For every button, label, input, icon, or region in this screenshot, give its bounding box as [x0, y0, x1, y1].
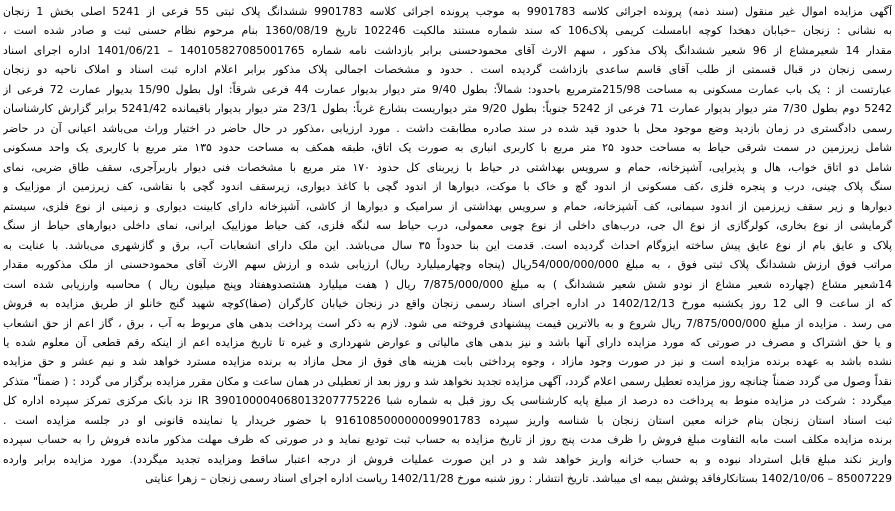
notice-line-16: که از ساعت 9 الی 12 روز یکشنبه مورخ 1402/12/13 در اداره اجرای اسناد رسمی زنجان واقع در زنجان خیابان کارگران (صفا)کوچه شهید گنج خانلو از طریق مزایده به فروش — [3, 297, 892, 311]
notice-line-22: ثبت اسناد استان زنجان بنام خزانه معین استان زنجان با شناسه واریز سپرده 916108500000009901783 با حضور خریدار یا نماینده قانونی او در جلسه مزایده است . — [3, 413, 892, 427]
notice-line-21: میگردد : شرکت در مزایده منوط به پرداخت ده درصد از مبلغ پایه کارشناسی یک روز قبل به شماره شبا IR 390100004068013207775226 نزد بانک مرکزی تمرکز سپرده اداره کل — [3, 394, 892, 408]
notice-line-24: واریز نکند مبلغ قابل استرداد نبوده و به حساب خزانه واریز خواهد شد و در این صورت عملیات فروش از درجه اعتبار ساقط ومزایده تجدید میگردد). مورد مزایده برابر وارده — [3, 452, 892, 466]
notice-line-12: گرمایشی از نوع بخاری، کولرگازی از نوع ال جی، درب‌های داخلی از نوع چوبی معمولی، درب حیاط سه لنگه فلزی، کف حیاط موزاییک ایرانی، نمای داخلی دیوارهای حیاط از سنگ — [3, 219, 892, 233]
notice-line-3: مقدار 14 شعیرمشاع از 96 شعیر ششدانگ پلاک مذکور ، سهم الارث آقای محمودحسنی برابر بازداشت نامه شماره 140105827085001765 – 1401/06/21 اداره اجرای اسناد — [3, 43, 892, 57]
notice-line-23: برنده مزایده مکلف است مابه التفاوت مبلغ فروش را ظرف مدت پنج روز از تاریخ مزایده به حساب ثبت تودیع نماید و در صورتی که ظرف مهلت مذکور مانده فروش را به حساب سپرده — [3, 433, 892, 447]
notice-line-13: پلاک و عایق بام از نوع عایق پیش ساخته ایزوگام احداث گردیده است. قدمت این بنا حدوداً ۳۵ سال می‌باشد. این ملک دارای انشعابات آب، برق و گازشهری می‌باشد. با عنایت به — [3, 238, 892, 252]
notice-line-17: می رسد . مزایده از مبلغ 7/875/000/000 ریال شروع و به بالاترین قیمت پیشنهادی فروخته می شود. لازم به ذکر است پرداخت بدهی های مربوط به آب ، برق ، گاز اعم از حق انشعاب — [3, 316, 892, 330]
notice-line-20: نقداً وصول می گردد ضمناً چنانچه روز مزایده تعطیل رسمی اعلام گردد، آگهی مزایده تجدید نخواهد شد و روز بعد از تعطیلی در همان ساعت و مکان مقرر مزایده برگزار می گردد : ( ضمناً" متذکر — [3, 374, 892, 388]
notice-line-19: نشده باشد به عهده برنده مزایده است و نیز در صورت وجود مازاد ، وجوه پرداختی بابت هزینه های فوق از محل مازاد به برنده مزایده مسترد خواهد شد و نیم عشر و حق مزایده — [3, 355, 892, 369]
notice-line-5: عبارتست از : یک باب عمارت مسکونی به مساحت 215/98مترمربع باحدود: شمالاً: بطول 9/40 متر دیوار بدیوار عمارت 44 فرعی شرقاً: اول بطول 15/90 بدیوار عمارت 72 فرعی از — [3, 82, 892, 96]
notice-line-15: 14شعیر مشاع (چهارده شعیر مشاع از نودو شش شعیر ششدانگ ) به مبلغ 7/875/000/000 ریال ( هفت میلیارد هشتصدوهفتاد وپنج میلیون ریال ) محاسبه وارزیابی شده است — [3, 277, 892, 291]
notice-line-18: و یا حق اشتراک و مصرف در صورتی که مورد مزایده دارای آنها باشد و نیز بدهی های مالیاتی و عوارض شهرداری و غیره تا تاریخ مزایده اعم از اینکه رقم قطعی آن معلوم شده یا — [3, 335, 892, 349]
notice-line-2: به نشانی : زنجان –خیابان دهخدا کوچه ابامسلت کریمی پلاک106 که سند شماره مستند مالکیت 102246 تاریخ 1360/08/19 بنام مرحوم نظام حسنی ثبت و صادر شده است ، — [3, 24, 892, 38]
notice-line-4: رسمی زنجان در قبال قسمتی از طلب آقای قاسم ساعدی بازداشت گردیده است . حدود و مشخصات اجمالی پلاک مذکور برابر اعلام اداره ثبت اسناد و املاک ناحیه دو زنجان — [3, 63, 892, 77]
notice-line-1: آگهی مزایده اموال غیر منقول (سند ذمه) پرونده اجرائی کلاسه 9901783 به موجب پرونده اجرائی کلاسه 9901783 ششدانگ پلاک ثبتی 55 فرعی از 5241 اصلی بخش 1 زنجان — [3, 5, 892, 18]
notice-line-14: مراتب فوق ارزش ششدانگ پلاک ثبتی فوق ، به مبلغ 54/000/000/000ریال (پنجاه وچهارمیلیارد ریال) ارزیابی شده و ارزش سهم الارث آقای محمودحسنی از ملک مذکوربه مقدار — [3, 258, 892, 272]
notice-line-9: شامل دو اتاق خواب، هال و پذیرایی، آشپزخانه، حمام و سرویس بهداشتی در حیاط با زیربنای کل حدود ۱۷۰ متر مربع با مشخصات فنی دیوار باربرآجری، سقف طاق ضربی، نمای — [3, 160, 892, 174]
notice-line-7: رسمی دادگستری در زمان بازدید وضع موجود محل با حدود قید شده در سند صادره مطابقت داشت . مورد ارزیابی ،مذکور در حال حاضر در اختیار وراث می‌باشد اعیانی آن در حاضر — [3, 121, 892, 135]
notice-line-11: دیوارها و زیر سقف زیرزمین از اندود سیمانی، کف آشپزخانه، حمام و سرویس بهداشتی از سرامیک و دیوارها از کاشی، آشپزخانه دارای کابینت دیواری و زمینی از نوع فلزی، سیستم — [3, 199, 892, 213]
notice-line-8: شامل زیرزمین در سمت شرقی حیاط به مساحت حدود ۲۵ متر مربع با کاربری انباری به صورت یک اتاق، طبقه همکف به مساحت حدود ۱۳۵ متر مربع با کاربری یک واحد مسکونی — [3, 141, 892, 155]
notice-line-10: سنگ پلاک چینی، درب و پنجره فلزی ،کف مسکونی از اندود گچ و خاک با موکت، دیوارها از اندود گچی با کاغذ دیواری، زیرسقف اندود گچی با نقاشی، کف زیرزمین از موزاییک و — [3, 180, 892, 194]
notice-line-25: 85007229 – 1402/10/06 بستانکارفاقد پوشش بیمه ای میباشد. تاریخ انتشار : روز شنبه مورخ 1402/11/28 ریاست اداره اجرای اسناد رسمی زنجان – زهرا عنایتی — [145, 472, 892, 486]
notice-line-6: 5242 دوم بطول 7/30 متر دیوار بدیوار عمارت 71 فرعی از 5242 جنوباً: بطول 9/20 متر دیواریست بشارع غرباً: بطول 23/1 متر دیوار بدیوار باقیمانده 5241/42 برابر گزارش کارشناسان — [3, 102, 892, 116]
